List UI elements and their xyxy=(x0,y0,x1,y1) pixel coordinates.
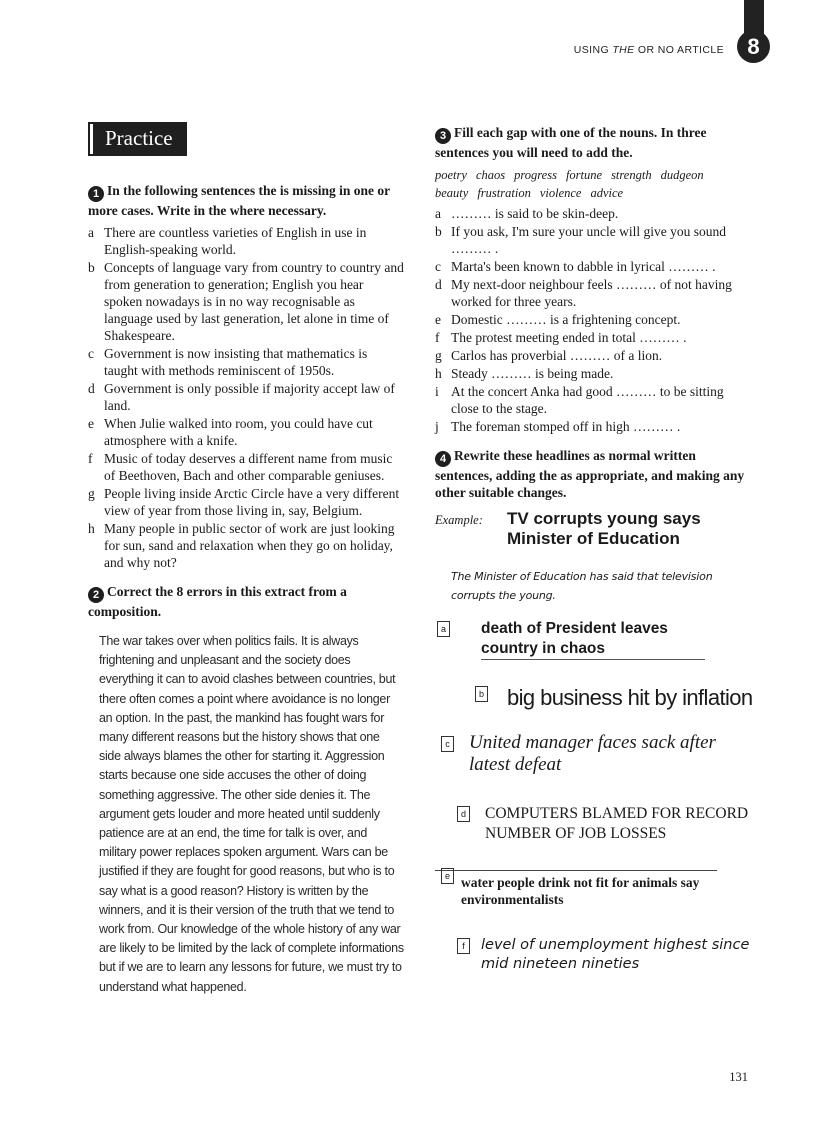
item-text: Government is only possible if majority accept law of land. xyxy=(104,381,395,413)
item-text: Government is now insisting that mathematics is taught with methods reminiscent of 1950s. xyxy=(104,346,368,378)
left-column xyxy=(88,124,404,997)
headline-line1: level of unemployment highest since xyxy=(481,937,750,953)
list-item xyxy=(88,450,404,484)
running-head-prefix: USING xyxy=(573,44,613,56)
item-text: The protest meeting ended in total ……… . xyxy=(451,330,687,345)
example-headline-line2: Minister of Education xyxy=(507,529,680,548)
item-letter: d xyxy=(435,277,442,292)
example-answer-line1: The Minister of Education has said that television xyxy=(451,570,713,583)
headline-line2: country in chaos xyxy=(481,639,705,660)
item-letter: a xyxy=(435,206,441,221)
item-text: Carlos has proverbial ……… of a lion. xyxy=(451,348,663,363)
headline-d xyxy=(435,804,753,844)
list-item xyxy=(435,365,753,382)
list-item xyxy=(435,258,753,275)
list-item xyxy=(435,418,753,435)
exercise-3-title-text: Fill each gap with one of the nouns. In three sentences you will need to add the. xyxy=(435,125,707,160)
headline-letter-box: e xyxy=(441,868,454,884)
exercise-1-title-text: In the following sentences the is missing in one or more cases. Write in the where necessary. xyxy=(88,183,390,218)
headline-line1: big business hit by inflation xyxy=(507,685,753,710)
running-head xyxy=(574,44,724,56)
noun: progress xyxy=(514,168,557,182)
noun: violence xyxy=(539,186,582,200)
item-text: My next-door neighbour feels ……… of not having worked for three years. xyxy=(451,277,732,309)
noun: advice xyxy=(590,186,624,200)
exercise-3 xyxy=(435,124,753,435)
list-item xyxy=(88,520,404,571)
item-letter: e xyxy=(88,416,94,431)
list-item xyxy=(435,276,753,310)
headline-letter-box: c xyxy=(441,736,454,752)
page-number: 131 xyxy=(729,1070,748,1084)
item-letter: c xyxy=(435,259,441,274)
list-item xyxy=(88,345,404,379)
item-letter: j xyxy=(435,419,439,434)
item-letter: b xyxy=(435,224,442,239)
item-text: Marta's been known to dabble in lyrical ……… . xyxy=(451,259,716,274)
list-item xyxy=(88,224,404,258)
noun: frustration xyxy=(477,186,531,200)
headline-letter-box: d xyxy=(457,806,470,822)
list-item xyxy=(435,311,753,328)
item-text: At the concert Anka had good ……… to be sitting close to the stage. xyxy=(451,384,724,416)
item-text: If you ask, I'm sure your uncle will give you sound ……… . xyxy=(451,224,727,256)
chapter-number-badge: 8 xyxy=(737,30,770,63)
exercise-1 xyxy=(88,182,404,571)
exercise-4 xyxy=(435,447,753,974)
item-text: Steady ……… is being made. xyxy=(451,366,614,381)
headline-b xyxy=(435,684,753,712)
running-head-suffix: OR NO ARTICLE xyxy=(634,44,724,56)
composition-text: The war takes over when politics fails. It is always frightening and unpleasant and the society does everything it can to avoid clashes between countries, but there often comes a point where avoidance is no longer an option. In the past, the mankind has fought wars for many different reasons but the history shows that one side always blames the other for starting it. Aggression starts because one side accuses the other of doing something aggressive. The other side denies it. The argument gets louder and more heated until suddenly patience are at an end, the time for talk is over, and military power replaces spoken argument. Wars can be justified if they are fought for good reasons, but who is to say what is a good reason? History is written by the winners, and it is their version of the truth that we tend to work from. Our knowledge of the whole history of any war are likely to be limited by the lack of complete informations but if we are to learn any lessons for future, we must try to understand what happened. xyxy=(99,634,404,994)
headline-line2: environmentalists xyxy=(461,892,564,907)
noun: dudgeon xyxy=(660,168,704,182)
item-letter: a xyxy=(88,225,94,240)
item-letter: c xyxy=(88,346,94,361)
headline-line2: NUMBER OF JOB LOSSES xyxy=(485,825,667,842)
headline-f xyxy=(435,936,753,974)
exercise-2-number: 2 xyxy=(88,587,104,603)
headline-c xyxy=(435,732,753,776)
headline-line1: United manager faces sack after xyxy=(469,732,716,753)
example-label: Example: xyxy=(435,513,483,527)
item-letter: h xyxy=(435,366,442,381)
list-item xyxy=(435,329,753,346)
item-text: The foreman stomped off in high ……… . xyxy=(451,419,681,434)
exercise-1-number: 1 xyxy=(88,186,104,202)
headline-line1: death of President leaves xyxy=(481,620,668,637)
item-text: Domestic ……… is a frightening concept. xyxy=(451,312,681,327)
headline-line1: water people drink not fit for animals say xyxy=(461,875,700,890)
item-letter: e xyxy=(435,312,441,327)
headline-letter-box: a xyxy=(437,621,450,637)
item-letter: h xyxy=(88,521,95,536)
headline-line2: mid nineteen nineties xyxy=(481,956,640,972)
list-item xyxy=(88,485,404,519)
exercise-4-title xyxy=(435,447,753,501)
item-letter: d xyxy=(88,381,95,396)
exercise-4-title-text: Rewrite these headlines as normal written sentences, adding the as appropriate, and making any other suitable changes. xyxy=(435,448,745,500)
item-letter: f xyxy=(88,451,93,466)
list-item xyxy=(435,347,753,364)
right-column xyxy=(435,124,753,974)
exercise-3-items xyxy=(435,205,753,435)
example-answer xyxy=(451,567,753,605)
noun: chaos xyxy=(475,168,506,182)
exercise-4-number: 4 xyxy=(435,451,451,467)
example-answer-line2: corrupts the young. xyxy=(451,589,556,602)
noun-list xyxy=(435,166,753,202)
exercise-3-title xyxy=(435,124,753,161)
headline-letter-box: f xyxy=(457,938,470,954)
list-item xyxy=(435,383,753,417)
headline-line2: latest defeat xyxy=(469,754,562,775)
noun: strength xyxy=(611,168,652,182)
item-text: ……… is said to be skin-deep. xyxy=(451,206,619,221)
item-text: People living inside Arctic Circle have a very different view of year from those living in, say, Belgium. xyxy=(104,486,400,518)
practice-label: Practice xyxy=(90,124,185,154)
exercise-3-number: 3 xyxy=(435,128,451,144)
noun: beauty xyxy=(435,186,469,200)
headline-letter-box: b xyxy=(475,686,488,702)
list-item xyxy=(435,223,753,257)
headline-a xyxy=(435,619,753,660)
noun: poetry xyxy=(435,168,467,182)
exercise-1-items xyxy=(88,224,404,571)
item-letter: b xyxy=(88,260,95,275)
item-letter: g xyxy=(88,486,95,501)
list-item xyxy=(88,415,404,449)
headline-line1: COMPUTERS BLAMED FOR RECORD xyxy=(485,805,749,822)
item-text: Many people in public sector of work are just looking for sun, sand and relaxation when they go on holiday, and why not? xyxy=(104,521,395,570)
list-item xyxy=(88,380,404,414)
item-letter: g xyxy=(435,348,442,363)
item-text: Music of today deserves a different name from music of Beethoven, Bach and other comparable geniuses. xyxy=(104,451,393,483)
item-letter: i xyxy=(435,384,439,399)
item-text: Concepts of language vary from country to country and from generation to generation; English you hear spoken nowadays is in no way recognisable as language used by last generation, let alone in time of Shakespeare. xyxy=(104,260,404,343)
list-item xyxy=(435,205,753,222)
exercise-2-title-text: Correct the 8 errors in this extract from a composition. xyxy=(88,584,347,619)
item-text: When Julie walked into room, you could have cut atmosphere with a knife. xyxy=(104,416,373,448)
list-item xyxy=(88,259,404,344)
headline-e xyxy=(435,870,717,908)
item-letter: f xyxy=(435,330,440,345)
noun: fortune xyxy=(565,168,603,182)
example-headline-line1: TV corrupts young says xyxy=(507,509,701,528)
running-head-the: THE xyxy=(612,44,635,56)
item-text: There are countless varieties of English in use in English-speaking world. xyxy=(104,225,367,257)
example-block xyxy=(435,509,753,605)
exercise-1-title xyxy=(88,182,404,219)
exercise-2 xyxy=(88,583,404,997)
exercise-2-title xyxy=(88,583,404,620)
